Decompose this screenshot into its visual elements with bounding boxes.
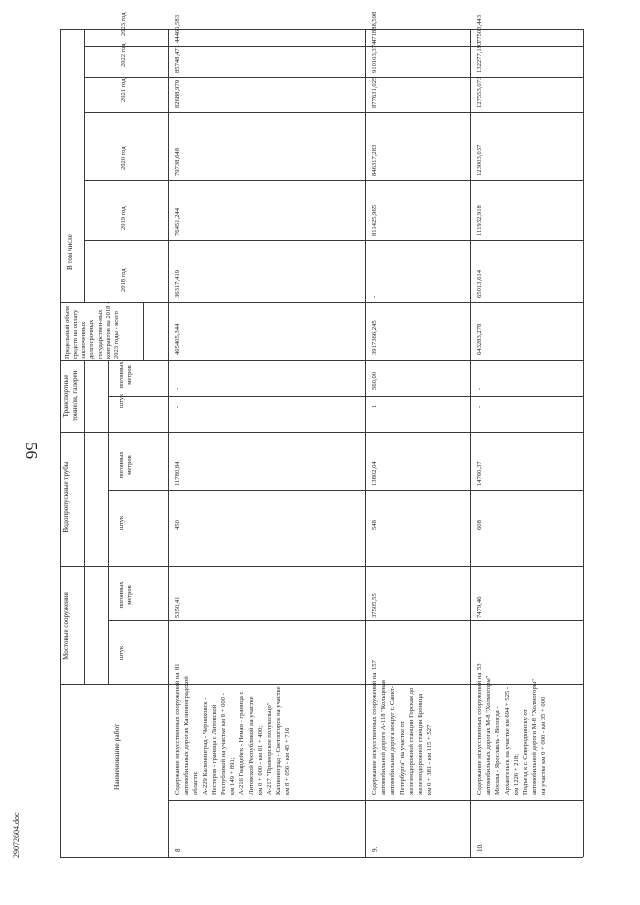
row-name-line: автомобильная дорога вокруг г. Санкт- <box>389 686 397 795</box>
header-work-name: Наименование работ <box>112 723 121 790</box>
header-bridge-meters: погонных метров <box>118 581 134 609</box>
sep-pipe-tunnel <box>60 432 583 433</box>
row-name-line: Содержание искусственных сооружений на <box>371 672 378 795</box>
cell-pipe-count: 450 <box>174 520 181 530</box>
row-name-line: автомобильной дороге А-118 "Кольцевая <box>380 680 388 795</box>
header-year-2019: 2019 год <box>120 206 127 230</box>
row-name-line: Содержание искусственных сооружений на <box>476 672 483 795</box>
sep-pipe-count-m <box>108 490 583 491</box>
cell-y2019: 111932,918 <box>476 205 483 236</box>
header-year-2020: 2020 год <box>120 146 127 170</box>
table-border-bottom <box>60 857 583 858</box>
cell-pipe-m: 14760,37 <box>476 461 483 486</box>
cell-y2022: 85748,471 <box>174 44 181 73</box>
cell-pipe-m: 13802,04 <box>371 461 378 486</box>
row-name-line: А-217 "Приморское полукольцо" <box>266 702 273 795</box>
header-separator <box>168 29 169 857</box>
document-code: 29072604.doc <box>12 812 21 858</box>
row-number: 10. <box>476 843 484 852</box>
cell-pipe-count: 608 <box>476 520 483 530</box>
header-tunnel-group: Транспортные тоннели, галереи <box>62 370 79 422</box>
pipe-subheader-line <box>84 432 85 566</box>
row-name-line: автомобильной дороги М-8 "Холмогоры" <box>531 679 539 795</box>
cell-y2022: 910103,374 <box>371 41 378 73</box>
cell-y2020: 846317,283 <box>371 144 378 176</box>
page-number: 56 <box>22 442 41 459</box>
tunnel-subheader-line <box>84 360 85 432</box>
header-year-2021: 2021 год <box>120 78 127 102</box>
cell-tunnel-count: - <box>174 405 181 408</box>
row-name-line: Литовской Республикой на участке <box>247 696 255 795</box>
cell-bridge-count: 157 <box>371 660 378 670</box>
row-name-line: А-229 Калининград - Черняховск - <box>201 697 209 795</box>
cell-y2020: 79738,648 <box>174 147 181 176</box>
sep-year <box>84 46 583 47</box>
row-name-line: Подъезд к г. Северодвинску от <box>522 709 529 795</box>
cell-y2018: 65013,614 <box>476 269 483 298</box>
cell-bridge-m: 37505,55 <box>371 593 378 618</box>
row-name-line: на участке км 0 + 000 - км 35 + 000 <box>540 696 548 795</box>
cell-y2019: 811425,965 <box>371 204 378 236</box>
cell-tunnel-m: 560,00 <box>371 371 378 390</box>
sep-bridge-count-m <box>108 620 583 621</box>
cell-y2023: 44460,583 <box>174 14 181 43</box>
row-name-line: км 0 + 000 - км 61 + 400; <box>256 725 264 795</box>
row-name-line: автомобильных дорогах Калининградской <box>183 676 191 795</box>
sep-num-name <box>168 800 583 801</box>
header-pipe-count: штук <box>118 515 125 530</box>
cell-bridge-m: 7479,46 <box>476 596 483 618</box>
sep-bridge-pipe <box>60 566 583 567</box>
bridge-unit-line <box>108 566 109 684</box>
header-tunnel-meters: погонных метров <box>118 361 134 389</box>
table-border-right <box>583 29 584 857</box>
cell-bridge-count: 53 <box>476 663 483 670</box>
row-name-line: Содержание искусственных сооружений на <box>174 672 181 795</box>
cell-y2023: 471888,598 <box>371 11 378 43</box>
cell-y2021: 877631,025 <box>371 76 378 108</box>
table-border-top <box>60 29 583 30</box>
sep-year <box>84 180 583 181</box>
cell-pipe-m: 11780,84 <box>174 461 181 486</box>
including-subheader-line <box>84 29 85 302</box>
row-name-line: железнодорожной станции Горская до <box>407 687 415 795</box>
row-separator <box>365 29 366 857</box>
row-name-line: км 0 + 381 - км 115 + 527 <box>426 724 434 795</box>
sep-year <box>84 112 583 113</box>
row-name-line: области: <box>192 771 200 795</box>
row-name-line: км 149 + 891; <box>229 757 237 795</box>
cell-tunnel-count: 1 <box>371 404 378 408</box>
cell-total: 3917366,245 <box>371 320 378 355</box>
cell-tunnel-count: - <box>476 405 483 408</box>
cell-y2018: 36317,419 <box>174 269 181 298</box>
row-name-line: Архангельск на участке км 694 + 525 - <box>503 686 511 795</box>
row-name-line: А-216 Гвардейск - Неман - граница с <box>238 691 246 795</box>
cell-y2019: 76451,244 <box>174 207 181 236</box>
header-year-2018: 2018 год <box>120 268 127 292</box>
header-tunnel-count: штук <box>118 393 125 408</box>
row-number: 9. <box>371 846 379 852</box>
pipe-unit-line <box>108 432 109 566</box>
header-year-2023: 2023 год <box>120 12 127 36</box>
tunnel-limit-bottom <box>143 302 144 360</box>
table-border-left <box>60 29 61 857</box>
sep-tunnel-count-m <box>108 396 583 397</box>
sep-year <box>84 77 583 78</box>
row-name-line: Москва - Ярославль - Вологда - <box>494 706 502 795</box>
cell-y2023: 77503,443 <box>476 14 483 43</box>
row-number: 8 <box>174 848 182 852</box>
header-bridge-count: штук <box>118 645 125 660</box>
row-name-line: Республикой на участке км 8 + 000 - <box>220 693 227 795</box>
row-name-line: автомобильных дорогах М-8 "Холмогоры" <box>485 675 493 795</box>
sep-year <box>84 240 583 241</box>
header-including: В том числе <box>66 234 74 270</box>
cell-bridge-m: 5350,41 <box>174 596 181 618</box>
cell-bridge-count: 81 <box>174 663 181 670</box>
cell-pipe-count: 548 <box>371 520 378 530</box>
cell-total: 643283,278 <box>476 323 483 355</box>
cell-y2021: 82688,979 <box>174 79 181 108</box>
header-pipe-group: Водопропускные трубы <box>62 461 70 533</box>
row-name-line: Калининград - Светлогорск на участке <box>275 686 283 795</box>
row-name-line: Нестеров - граница с Литовской <box>210 704 218 795</box>
row-name-line: железнодорожной станции Броница <box>417 693 424 795</box>
row-name-line: км 8 + 056 - км 45 + 716 <box>284 727 292 795</box>
cell-tunnel-m: - <box>174 387 181 390</box>
sep-name-bridge <box>60 684 583 685</box>
header-limit: Предельный объем средств на оплату заключенных долгосрочных государствен-ных контрактов на 2018 - 2023 годы - всего <box>64 301 120 359</box>
bridge-subheader-line <box>84 566 85 684</box>
cell-y2022: 132277,193 <box>476 41 483 73</box>
header-pipe-meters: погонных метров <box>118 451 134 479</box>
cell-total: 405405,344 <box>174 323 181 355</box>
sep-tunnel-limit <box>60 360 583 361</box>
row-name-line: км 1226 + 218; <box>512 754 520 795</box>
cell-y2021: 127553,073 <box>476 76 483 108</box>
cell-y2018: - <box>371 295 378 298</box>
cell-tunnel-m: - <box>476 387 483 390</box>
row-separator <box>470 29 471 857</box>
header-bridge-group: Мостовые сооружения <box>62 592 70 660</box>
cell-y2020: 123003,037 <box>476 144 483 176</box>
header-year-2022: 2022 год <box>120 43 127 67</box>
sep-limit-years <box>60 302 583 303</box>
row-name-line: Петербурга" на участке от <box>398 721 406 795</box>
